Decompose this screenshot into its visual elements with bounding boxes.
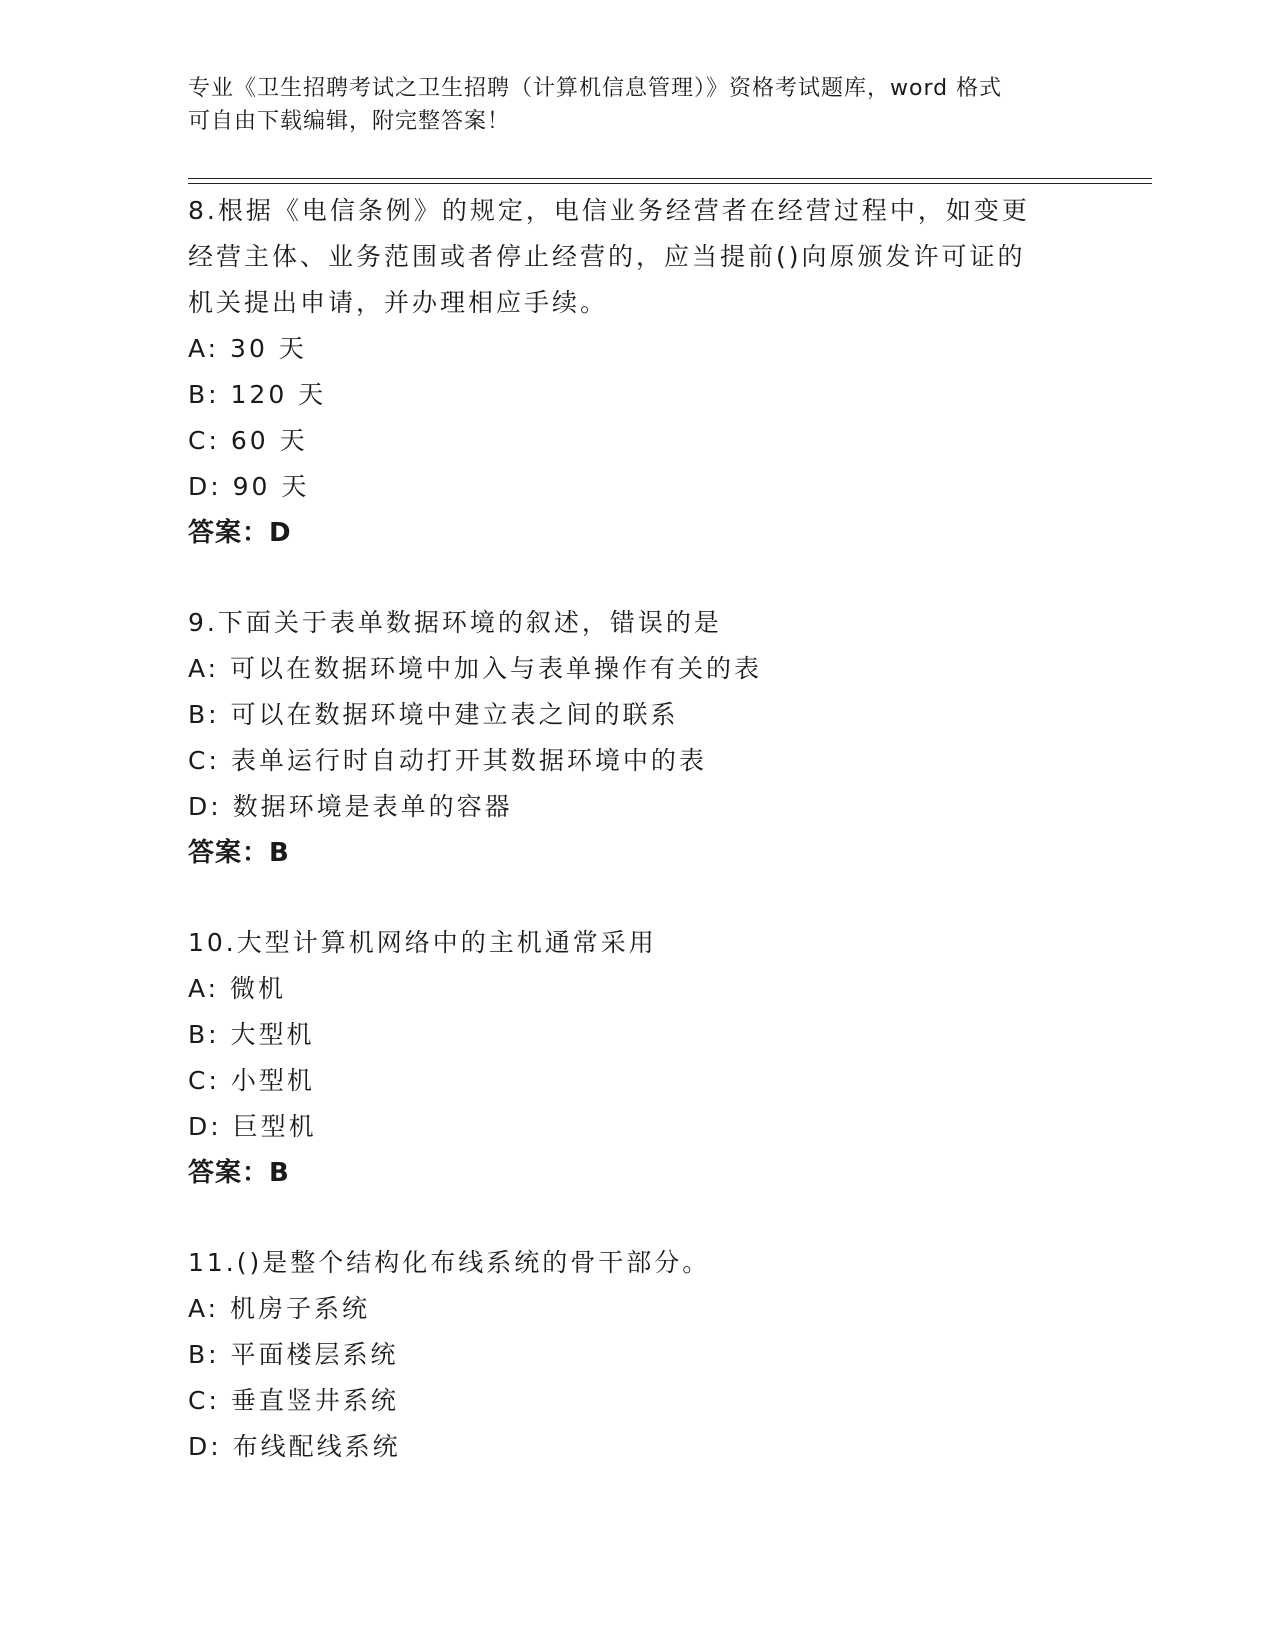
question-8 xyxy=(188,188,1078,556)
option-d: D: 巨型机 xyxy=(188,1112,317,1141)
option-c: C: 小型机 xyxy=(188,1066,315,1095)
question-stem-line: 11.()是整个结构化布线系统的骨干部分。 xyxy=(188,1248,711,1277)
document-header xyxy=(188,72,1068,138)
answer-label: 答案：B xyxy=(188,1158,290,1188)
question-stem-line: 8.根据《电信条例》的规定，电信业务经营者在经营过程中，如变更 xyxy=(188,196,1030,225)
option-b: B: 大型机 xyxy=(188,1020,315,1049)
question-stem-line: 9.下面关于表单数据环境的叙述，错误的是 xyxy=(188,608,722,637)
answer-label: 答案：D xyxy=(188,518,292,548)
question-stem-line: 经营主体、业务范围或者停止经营的，应当提前()向原颁发许可证的 xyxy=(188,242,1026,271)
option-a: A: 可以在数据环境中加入与表单操作有关的表 xyxy=(188,654,763,683)
option-c: C: 60 天 xyxy=(188,426,308,455)
option-b: B: 120 天 xyxy=(188,380,327,409)
option-d: D: 数据环境是表单的容器 xyxy=(188,792,513,821)
header-line-2: 可自由下载编辑，附完整答案！ xyxy=(188,109,511,134)
option-b: B: 可以在数据环境中建立表之间的联系 xyxy=(188,700,679,729)
header-divider-bottom xyxy=(188,183,1152,184)
header-divider-top xyxy=(188,178,1152,179)
option-a: A: 30 天 xyxy=(188,334,307,363)
option-a: A: 微机 xyxy=(188,974,287,1003)
question-11 xyxy=(188,1240,1078,1470)
question-9 xyxy=(188,600,1078,876)
option-c: C: 垂直竖井系统 xyxy=(188,1386,399,1415)
header-line-1: 专业《卫生招聘考试之卫生招聘（计算机信息管理）》资格考试题库，word 格式 xyxy=(188,76,1003,101)
option-a: A: 机房子系统 xyxy=(188,1294,371,1323)
answer-label: 答案：B xyxy=(188,838,290,868)
question-10 xyxy=(188,920,1078,1196)
option-b: B: 平面楼层系统 xyxy=(188,1340,399,1369)
option-d: D: 90 天 xyxy=(188,472,310,501)
option-c: C: 表单运行时自动打开其数据环境中的表 xyxy=(188,746,707,775)
question-stem-line: 10.大型计算机网络中的主机通常采用 xyxy=(188,928,657,957)
question-stem-line: 机关提出申请，并办理相应手续。 xyxy=(188,288,609,317)
option-d: D: 布线配线系统 xyxy=(188,1432,401,1461)
